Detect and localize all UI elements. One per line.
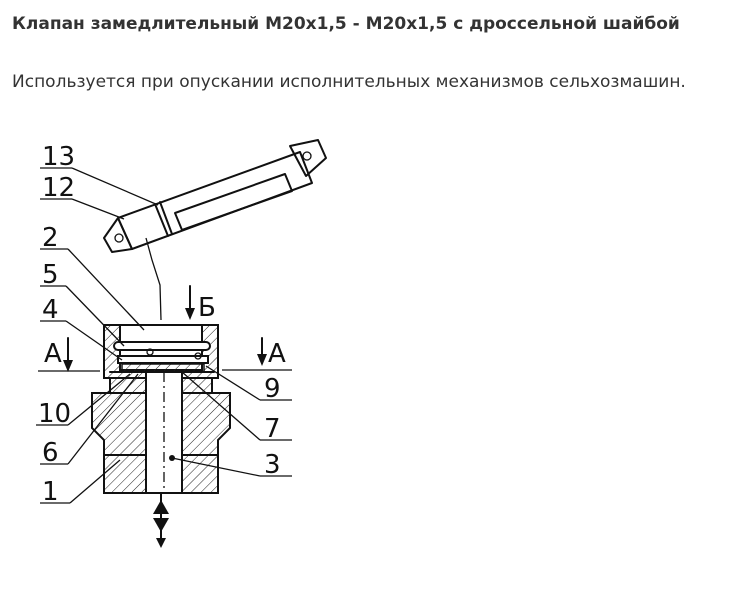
- view-arrow-b: [185, 286, 216, 323]
- svg-text:A: A: [268, 339, 286, 369]
- section-a-right: [222, 338, 292, 370]
- section-a-left: [38, 338, 100, 372]
- callout-7: 7: [264, 414, 281, 444]
- callout-13: 13: [42, 142, 76, 172]
- callout-10: 10: [38, 399, 72, 429]
- callout-6: 6: [42, 438, 59, 468]
- flow-arrow: [153, 493, 169, 548]
- view-arrow-label: Б: [198, 293, 216, 323]
- callout-3: 3: [264, 450, 281, 480]
- callout-5: 5: [42, 260, 59, 290]
- valve-body: [92, 325, 230, 493]
- svg-text:A: A: [44, 339, 62, 369]
- description-text: Используется при опускании исполнительных механизмов сельхозмашин.: [12, 72, 686, 92]
- page-title: Клапан замедлительный М20х1,5 - М20х1,5 с дроссельной шайбой: [12, 14, 680, 34]
- callout-4: 4: [42, 295, 59, 325]
- callout-12: 12: [42, 173, 76, 203]
- callout-9: 9: [264, 374, 281, 404]
- callout-1: 1: [42, 477, 59, 507]
- callout-2: 2: [42, 223, 59, 253]
